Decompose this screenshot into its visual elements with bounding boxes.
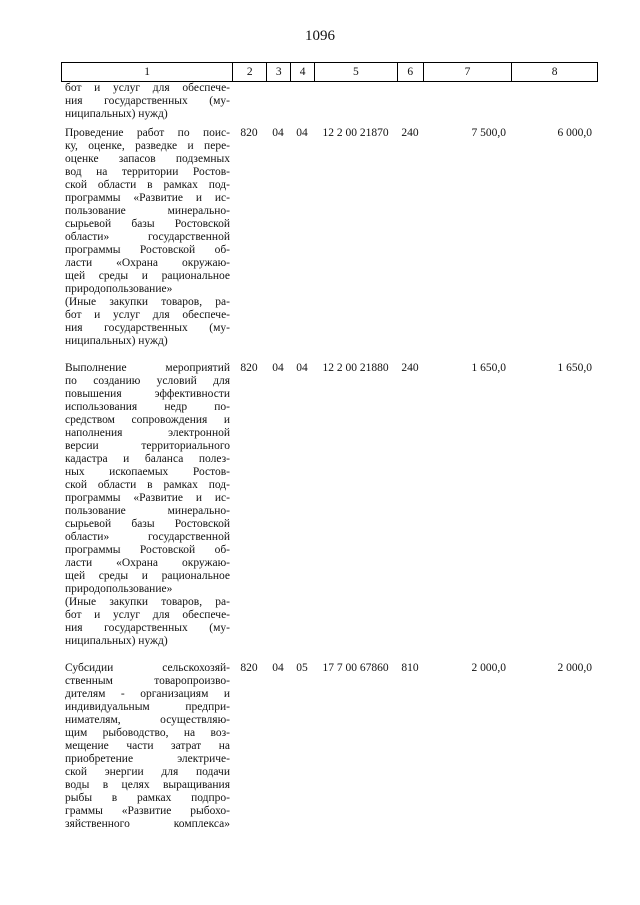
description-line: бот и услуг для обеспече- bbox=[65, 309, 230, 321]
description-line: сырьевой базы Ростовской bbox=[65, 218, 230, 230]
description-line: приобретение электриче- bbox=[65, 753, 230, 765]
header-col-1: 1 bbox=[144, 66, 151, 78]
page-number: 1096 bbox=[305, 28, 335, 44]
expense-type-code: 240 bbox=[401, 127, 419, 139]
header-col-6: 6 bbox=[397, 63, 423, 81]
description-line: ниципальных) нужд) bbox=[65, 635, 168, 647]
description-line: дителям - организациям и bbox=[65, 688, 230, 700]
header-col-8: 8 bbox=[511, 63, 597, 81]
table-row bbox=[61, 662, 598, 831]
description-line: вод на территории Ростов- bbox=[65, 166, 230, 178]
description-line: щей среды и рациональное bbox=[65, 570, 230, 582]
description-line: ных ископаемых Ростов- bbox=[65, 466, 230, 478]
ministry-code: 820 bbox=[240, 127, 258, 139]
target-article-code: 12 2 00 21880 bbox=[322, 362, 389, 374]
section-code: 04 bbox=[272, 127, 284, 139]
description-line: Проведение работ по поис- bbox=[65, 127, 230, 139]
description-line: ласти «Охрана окружаю- bbox=[65, 257, 230, 269]
expense-type-code: 240 bbox=[401, 362, 419, 374]
description-line: Выполнение мероприятий bbox=[65, 362, 230, 374]
amount-col-7: 7 500,0 bbox=[471, 127, 506, 139]
description-line: ласти «Охрана окружаю- bbox=[65, 557, 230, 569]
row-description bbox=[61, 127, 232, 348]
ministry-code: 820 bbox=[240, 662, 258, 674]
description-line: (Иные закупки товаров, ра- bbox=[65, 596, 230, 608]
row-description bbox=[61, 362, 232, 648]
description-line: щим рыбоводство, на воз- bbox=[65, 727, 230, 739]
table-row bbox=[61, 362, 598, 648]
description-line: оценке запасов подземных bbox=[65, 153, 230, 165]
description-line: ской области в рамках под- bbox=[65, 479, 230, 491]
description-line: природопользование» bbox=[65, 283, 173, 295]
section-code: 04 bbox=[272, 362, 284, 374]
description-line: кадастра и баланса полез- bbox=[65, 453, 230, 465]
amount-col-8: 2 000,0 bbox=[557, 662, 592, 674]
table-row bbox=[61, 82, 598, 121]
description-line: ниципальных) нужд) bbox=[65, 108, 168, 120]
description-line: воды в целях выращивания bbox=[65, 779, 230, 791]
subsection-code: 04 bbox=[296, 362, 308, 374]
target-article-code: 17 7 00 67860 bbox=[322, 662, 389, 674]
description-line: ку, оценке, разведке и пере- bbox=[65, 140, 230, 152]
description-line: мещение части затрат на bbox=[65, 740, 230, 752]
subsection-code: 04 bbox=[296, 127, 308, 139]
description-line: ственным товаропроизво- bbox=[65, 675, 230, 687]
description-line: Субсидии сельскохозяй- bbox=[65, 662, 230, 674]
section-code: 04 bbox=[272, 662, 284, 674]
description-line: по созданию условий для bbox=[65, 375, 230, 387]
table-row bbox=[61, 127, 598, 348]
description-line: природопользование» bbox=[65, 583, 173, 595]
description-line: программы «Развитие и ис- bbox=[65, 192, 230, 204]
header-col-3: 3 bbox=[266, 63, 290, 81]
description-line: граммы «Развитие рыбохо- bbox=[65, 805, 230, 817]
header-col-7: 7 bbox=[423, 63, 512, 81]
description-line: наполнения электронной bbox=[65, 427, 230, 439]
description-line: рыбы в рамках подпро- bbox=[65, 792, 230, 804]
target-article-code: 12 2 00 21870 bbox=[322, 127, 389, 139]
description-line: бот и услуг для обеспече- bbox=[65, 609, 230, 621]
row-description bbox=[61, 82, 232, 121]
description-line: использования недр по- bbox=[65, 401, 230, 413]
description-line: сырьевой базы Ростовской bbox=[65, 518, 230, 530]
description-line: программы «Развитие и ис- bbox=[65, 492, 230, 504]
description-line: ния государственных (му- bbox=[65, 622, 230, 634]
description-line: пользование минерально- bbox=[65, 505, 230, 517]
expense-type-code: 810 bbox=[401, 662, 419, 674]
description-line: программы Ростовской об- bbox=[65, 544, 230, 556]
amount-col-7: 1 650,0 bbox=[471, 362, 506, 374]
description-line: повышения эффективности bbox=[65, 388, 230, 400]
description-line: пользование минерально- bbox=[65, 205, 230, 217]
amount-col-7: 2 000,0 bbox=[471, 662, 506, 674]
description-line: щей среды и рациональное bbox=[65, 270, 230, 282]
description-line: ской области в рамках под- bbox=[65, 179, 230, 191]
description-line: ния государственных (му- bbox=[65, 322, 230, 334]
description-line: ния государственных (му- bbox=[65, 95, 230, 107]
subsection-code: 05 bbox=[296, 662, 308, 674]
header-col-5: 5 bbox=[314, 63, 397, 81]
description-line: (Иные закупки товаров, ра- bbox=[65, 296, 230, 308]
description-line: зяйственного комплекса» bbox=[65, 818, 230, 830]
row-description bbox=[61, 662, 232, 831]
description-line: средством сопровождения и bbox=[65, 414, 230, 426]
description-line: области» государственной bbox=[65, 231, 230, 243]
amount-col-8: 6 000,0 bbox=[557, 127, 592, 139]
amount-col-8: 1 650,0 bbox=[557, 362, 592, 374]
ministry-code: 820 bbox=[240, 362, 258, 374]
table-header bbox=[61, 62, 598, 82]
description-line: нимателям, осуществляю- bbox=[65, 714, 230, 726]
header-col-4: 4 bbox=[290, 63, 314, 81]
header-col-2: 2 bbox=[232, 63, 266, 81]
description-line: бот и услуг для обеспече- bbox=[65, 82, 230, 94]
description-line: ской энергии для подачи bbox=[65, 766, 230, 778]
description-line: версии территориального bbox=[65, 440, 230, 452]
description-line: программы Ростовской об- bbox=[65, 244, 230, 256]
description-line: индивидуальным предпри- bbox=[65, 701, 230, 713]
description-line: области» государственной bbox=[65, 531, 230, 543]
description-line: ниципальных) нужд) bbox=[65, 335, 168, 347]
